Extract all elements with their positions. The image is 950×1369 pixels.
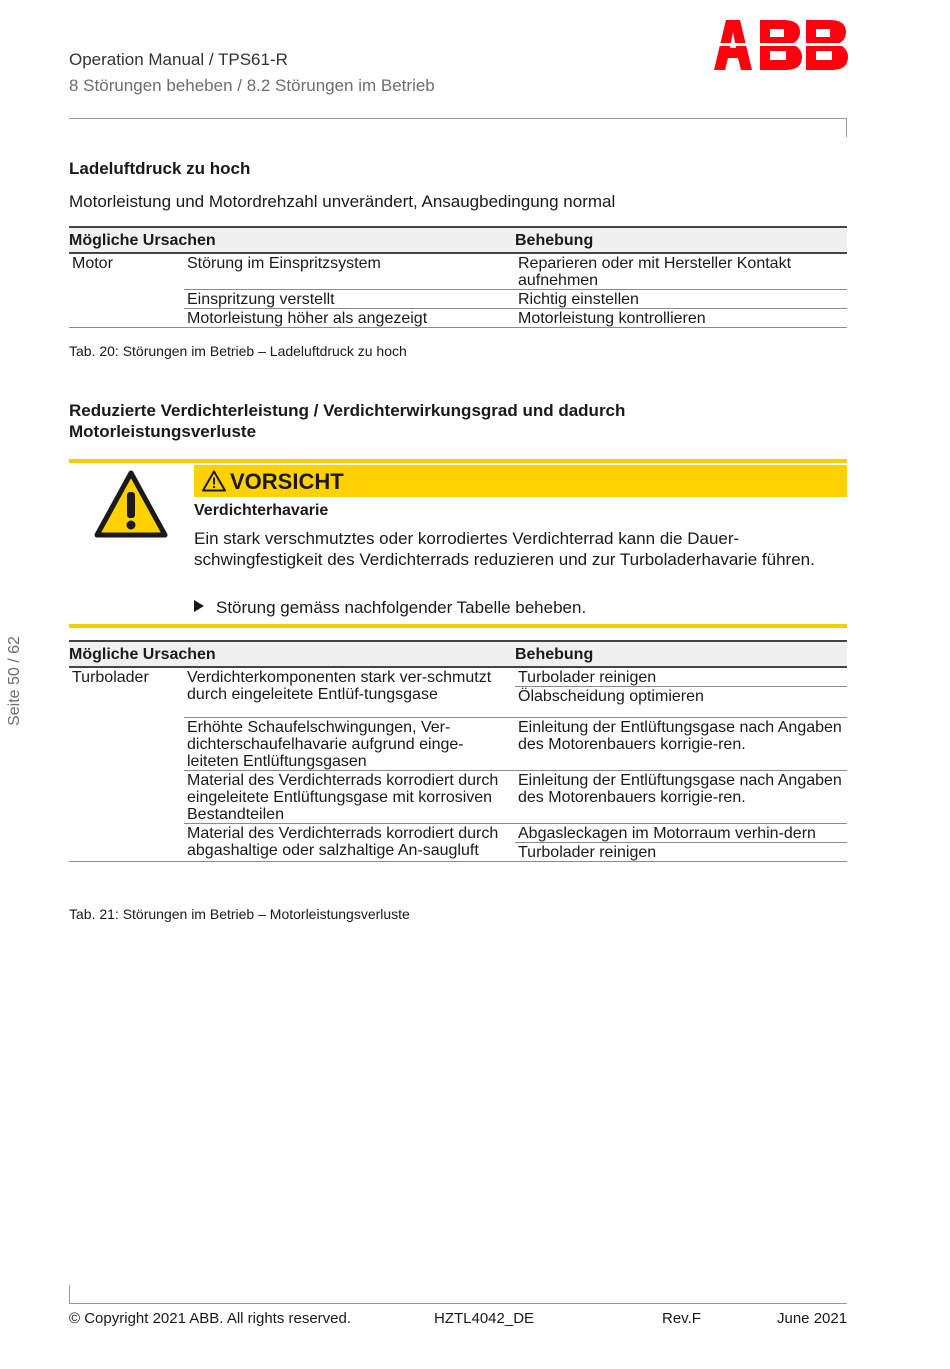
- page-number-label: Seite 50 / 62: [6, 636, 23, 726]
- warning-action: [194, 598, 586, 618]
- column-header-fix: Behebung: [515, 641, 847, 667]
- cause-cell: Motorleistung höher als angezeigt: [184, 309, 515, 328]
- fix-cell: Richtig einstellen: [515, 290, 847, 309]
- section-heading: Ladeluftdruck zu hoch: [69, 159, 251, 178]
- footer-revision: Rev.F: [662, 1310, 701, 1327]
- section-heading-line: Motorleistungsverluste: [69, 422, 257, 441]
- breadcrumb: 8 Störungen beheben / 8.2 Störungen im Betrieb: [69, 76, 435, 95]
- cause-cell: Material des Verdichterrads korrodiert durch abgashaltige oder salzhaltige An-saugluft: [184, 824, 515, 862]
- fix-cell: Ölabscheidung optimieren: [515, 687, 847, 718]
- table-row: [69, 290, 847, 309]
- cause-cell: Verdichterkomponenten stark ver-schmutzt durch eingeleitete Entlüf-tungsgase: [184, 667, 515, 718]
- header-divider: [69, 118, 846, 119]
- warning-title: Verdichterhavarie: [194, 502, 329, 519]
- table-caption: Tab. 21: Störungen im Betrieb – Motorleistungsverluste: [69, 906, 410, 922]
- fix-cell: Turbolader reinigen: [515, 667, 847, 687]
- table-row: [69, 667, 847, 687]
- fix-cell: Turbolader reinigen: [515, 843, 847, 862]
- table-row: [69, 718, 847, 771]
- cause-cell: Erhöhte Schaufelschwingungen, Ver-dichterschaufelhavarie aufgrund einge-leiteten Entlüftungsgasen: [184, 718, 515, 771]
- cause-cell: Material des Verdichterrads korrodiert durch eingeleitete Entlüftungsgase mit korrosiven Bestandteilen: [184, 771, 515, 824]
- footer-date: June 2021: [777, 1310, 848, 1327]
- document-title: Operation Manual / TPS61-R: [69, 50, 288, 69]
- table-row: [69, 309, 847, 328]
- fix-cell: Einleitung der Entlüftungsgase nach Angaben des Motorenbauers korrigie-ren.: [515, 718, 847, 771]
- footer-divider-tick: [69, 1285, 70, 1303]
- table-row: [69, 253, 847, 290]
- table-caption: Tab. 20: Störungen im Betrieb – Ladeluftdruck zu hoch: [69, 343, 407, 359]
- footer-document-id: HZTL4042_DE: [434, 1310, 535, 1327]
- arrow-bullet-icon: [194, 600, 204, 612]
- fix-cell: Motorleistung kontrollieren: [515, 309, 847, 328]
- header-divider-tick: [846, 118, 847, 137]
- warning-action-text: Störung gemäss nachfolgender Tabelle beheben.: [216, 598, 587, 617]
- cause-cell: Störung im Einspritzsystem: [184, 253, 515, 290]
- troubleshooting-table-21: [69, 640, 847, 862]
- warning-body: Ein stark verschmutztes oder korrodiertes Verdichterrad kann die Dauer-schwingfestigkeit des Verdichterrads reduzieren und zur Turboladerhavarie führen.: [194, 529, 815, 569]
- fix-cell: Reparieren oder mit Hersteller Kontakt aufnehmen: [515, 253, 847, 290]
- column-header-causes: Mögliche Ursachen: [69, 227, 515, 253]
- footer-divider: [69, 1303, 847, 1304]
- cause-group: Turbolader: [69, 667, 184, 862]
- table-row: [69, 771, 847, 824]
- caution-label: VORSICHT: [230, 469, 344, 494]
- section-heading: [69, 400, 625, 442]
- cause-cell: Einspritzung verstellt: [184, 290, 515, 309]
- abb-logo: [712, 18, 848, 72]
- section-heading-line: Reduzierte Verdichterleistung / Verdichterwirkungsgrad und dadurch: [69, 401, 626, 420]
- warning-top-rule: [69, 459, 847, 463]
- caution-icon: [202, 470, 226, 492]
- troubleshooting-table-20: [69, 226, 847, 328]
- section-intro: Motorleistung und Motordrehzahl unverändert, Ansaugbedingung normal: [69, 192, 616, 211]
- column-header-causes: Mögliche Ursachen: [69, 641, 515, 667]
- warning-bottom-rule: [69, 624, 847, 628]
- cause-group: Motor: [69, 253, 184, 328]
- column-header-fix: Behebung: [515, 227, 847, 253]
- fix-cell: Einleitung der Entlüftungsgase nach Angaben des Motorenbauers korrigie-ren.: [515, 771, 847, 824]
- caution-banner: [194, 465, 847, 497]
- footer-copyright: © Copyright 2021 ABB. All rights reserved.: [69, 1310, 352, 1327]
- fix-cell: Abgasleckagen im Motorraum verhin-dern: [515, 824, 847, 843]
- table-row: [69, 824, 847, 843]
- warning-triangle-icon: [94, 470, 168, 538]
